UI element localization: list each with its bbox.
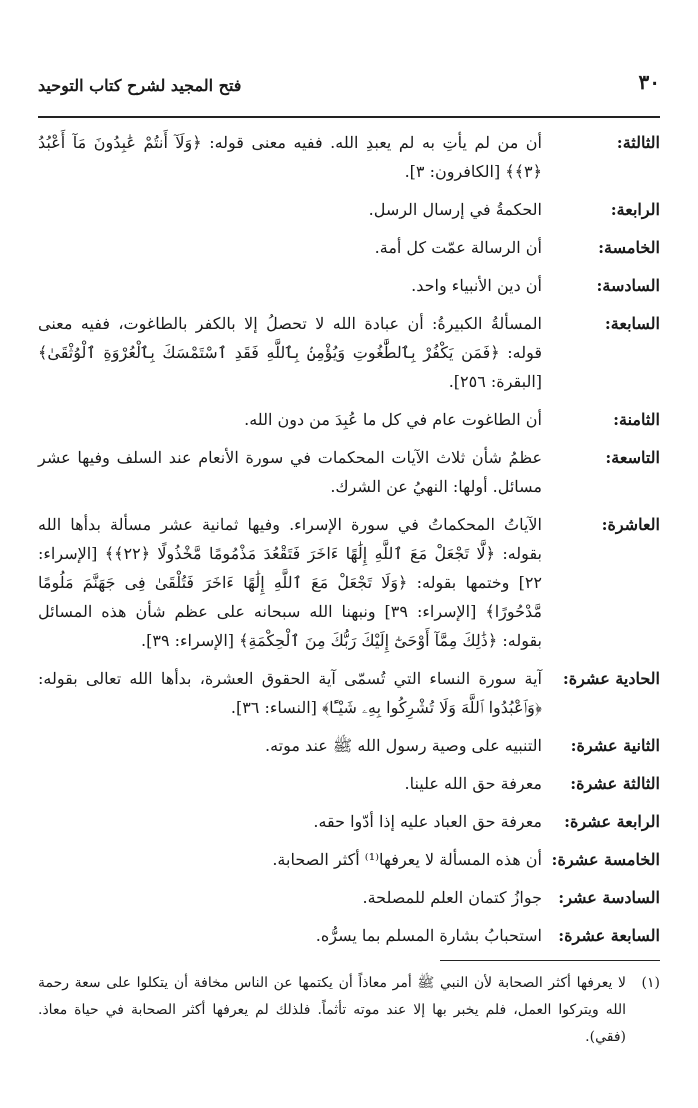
page-header xyxy=(38,64,660,118)
list-item xyxy=(38,807,660,836)
item-label: السادسة عشر: xyxy=(558,888,660,907)
list-item xyxy=(38,443,660,501)
list-item xyxy=(38,664,660,722)
item-text: معرفة حق الله علينا. xyxy=(404,774,542,793)
item-text: استحبابُ بشارة المسلم بما يسرُّه. xyxy=(315,926,542,945)
item-label: الخامسة عشرة: xyxy=(551,850,660,869)
list-item xyxy=(38,405,660,434)
footnote-divider xyxy=(440,960,660,961)
list-item xyxy=(38,883,660,912)
item-label: التاسعة: xyxy=(605,448,660,467)
item-label: الحادية عشرة: xyxy=(562,669,660,688)
item-text: عظمُ شأن ثلاث الآيات المحكمات في سورة الأنعام عند السلف وفيها عشر مسائل. أولها: النهيُ عن الشرك. xyxy=(38,448,542,496)
item-text: أن دين الأنبياء واحد. xyxy=(411,276,542,295)
list-item xyxy=(38,510,660,655)
list-item xyxy=(38,309,660,396)
list-item xyxy=(38,271,660,300)
item-label: الخامسة: xyxy=(598,238,660,257)
list-item xyxy=(38,731,660,760)
item-label: العاشرة: xyxy=(601,515,660,534)
item-label: الثامنة: xyxy=(613,410,660,429)
item-text: أن من لم يأتِ به لم يعبدِ الله. ففيه معنى قوله: ﴿وَلَآ أَنتُمْ عَٰبِدُونَ مَآ أَعْبُدُ ﴿٣﴾﴾ [الكافرون: ٣]. xyxy=(38,133,542,181)
footnote xyxy=(38,970,660,1051)
item-text: معرفة حق العباد عليه إذا أدّوا حقه. xyxy=(313,812,542,831)
item-text: الآياتُ المحكماتُ في سورة الإسراء. وفيها ثمانية عشر مسألة بدأها الله بقوله: ﴿لَّا تَجْعَلْ مَعَ ٱللَّهِ إِلَٰهًا ءَاخَرَ فَتَقْعُدَ مَذْمُومًا مَّخْذُولًا ﴿٢٢﴾﴾ [الإسراء: ٢٢] وختمها بقوله: ﴿وَلَا تَجْعَلْ مَعَ ٱللَّهِ إِلَٰهًا ءَاخَرَ فَتُلْقَىٰ فِى جَهَنَّمَ مَلُومًا مَّدْحُورًا﴾ [الإسراء: ٣٩] ونبهنا الله سبحانه على عظم شأن هذه المسائل بقوله: ﴿ذَٰلِكَ مِمَّآ أَوْحَىٰٓ إِلَيْكَ رَبُّكَ مِنَ ٱلْحِكْمَةِ﴾ [الإسراء: ٣٩]. xyxy=(38,515,543,650)
list-item xyxy=(38,128,660,186)
item-label: الثالثة عشرة: xyxy=(570,774,660,793)
footnote-number: (١) xyxy=(641,975,660,991)
item-text: آية سورة النساء التي تُسمّى آية الحقوق العشرة، بدأها الله تعالى بقوله: ﴿وَٱعْبُدُوا ٱللَّهَ وَلَا تُشْرِكُوا بِهِۦ شَيْـًٔا﴾ [النساء: ٣٦]. xyxy=(38,669,542,717)
item-label: السابعة عشرة: xyxy=(558,926,660,945)
list-item xyxy=(38,195,660,224)
item-label: السابعة: xyxy=(604,314,660,333)
list-item xyxy=(38,769,660,798)
page-number: ٣٠ xyxy=(638,70,660,94)
item-label: الثانية عشرة: xyxy=(570,736,660,755)
item-text: التنبيه على وصية رسول الله ﷺ عند موته. xyxy=(265,736,542,755)
list-item xyxy=(38,845,660,874)
questions-list xyxy=(38,128,660,959)
footnote-text: لا يعرفها أكثر الصحابة لأن النبي ﷺ أمر معاذاً أن يكتمها عن الناس مخافة أن يتكلوا على سعة رحمة الله ويتركوا العمل، فلم يخبر بها إلا عند موته تأثماً. فلذلك لم يعرفها أكثر الصحابة في حياة معاذ. (فقي). xyxy=(38,975,626,1045)
item-text: أن الرسالة عمّت كل أمة. xyxy=(374,238,542,257)
item-text: جوازُ كتمان العلم للمصلحة. xyxy=(362,888,542,907)
list-item xyxy=(38,921,660,950)
item-text: أن الطاغوت عام في كل ما عُبِدَ من دون الله. xyxy=(244,410,542,429)
item-label: الثالثة: xyxy=(616,133,660,152)
item-label: الرابعة: xyxy=(610,200,660,219)
item-text: أن هذه المسألة لا يعرفها⁽¹⁾ أكثر الصحابة. xyxy=(272,850,542,869)
item-label: الرابعة عشرة: xyxy=(564,812,660,831)
item-label: السادسة: xyxy=(596,276,660,295)
item-text: المسألةُ الكبيرةُ: أن عبادة الله لا تحصلُ إلا بالكفر بالطاغوت، ففيه معنى قوله: ﴿فَمَن يَكْفُرْ بِٱلطَّٰغُوتِ وَيُؤْمِنۢ بِٱللَّهِ فَقَدِ ٱسْتَمْسَكَ بِٱلْعُرْوَةِ ٱلْوُثْقَىٰ﴾ [البقرة: ٢٥٦]. xyxy=(38,314,542,391)
list-item xyxy=(38,233,660,262)
item-text: الحكمةُ في إرسال الرسل. xyxy=(368,200,542,219)
running-title: فتح المجيد لشرح كتاب التوحيد xyxy=(38,76,242,95)
